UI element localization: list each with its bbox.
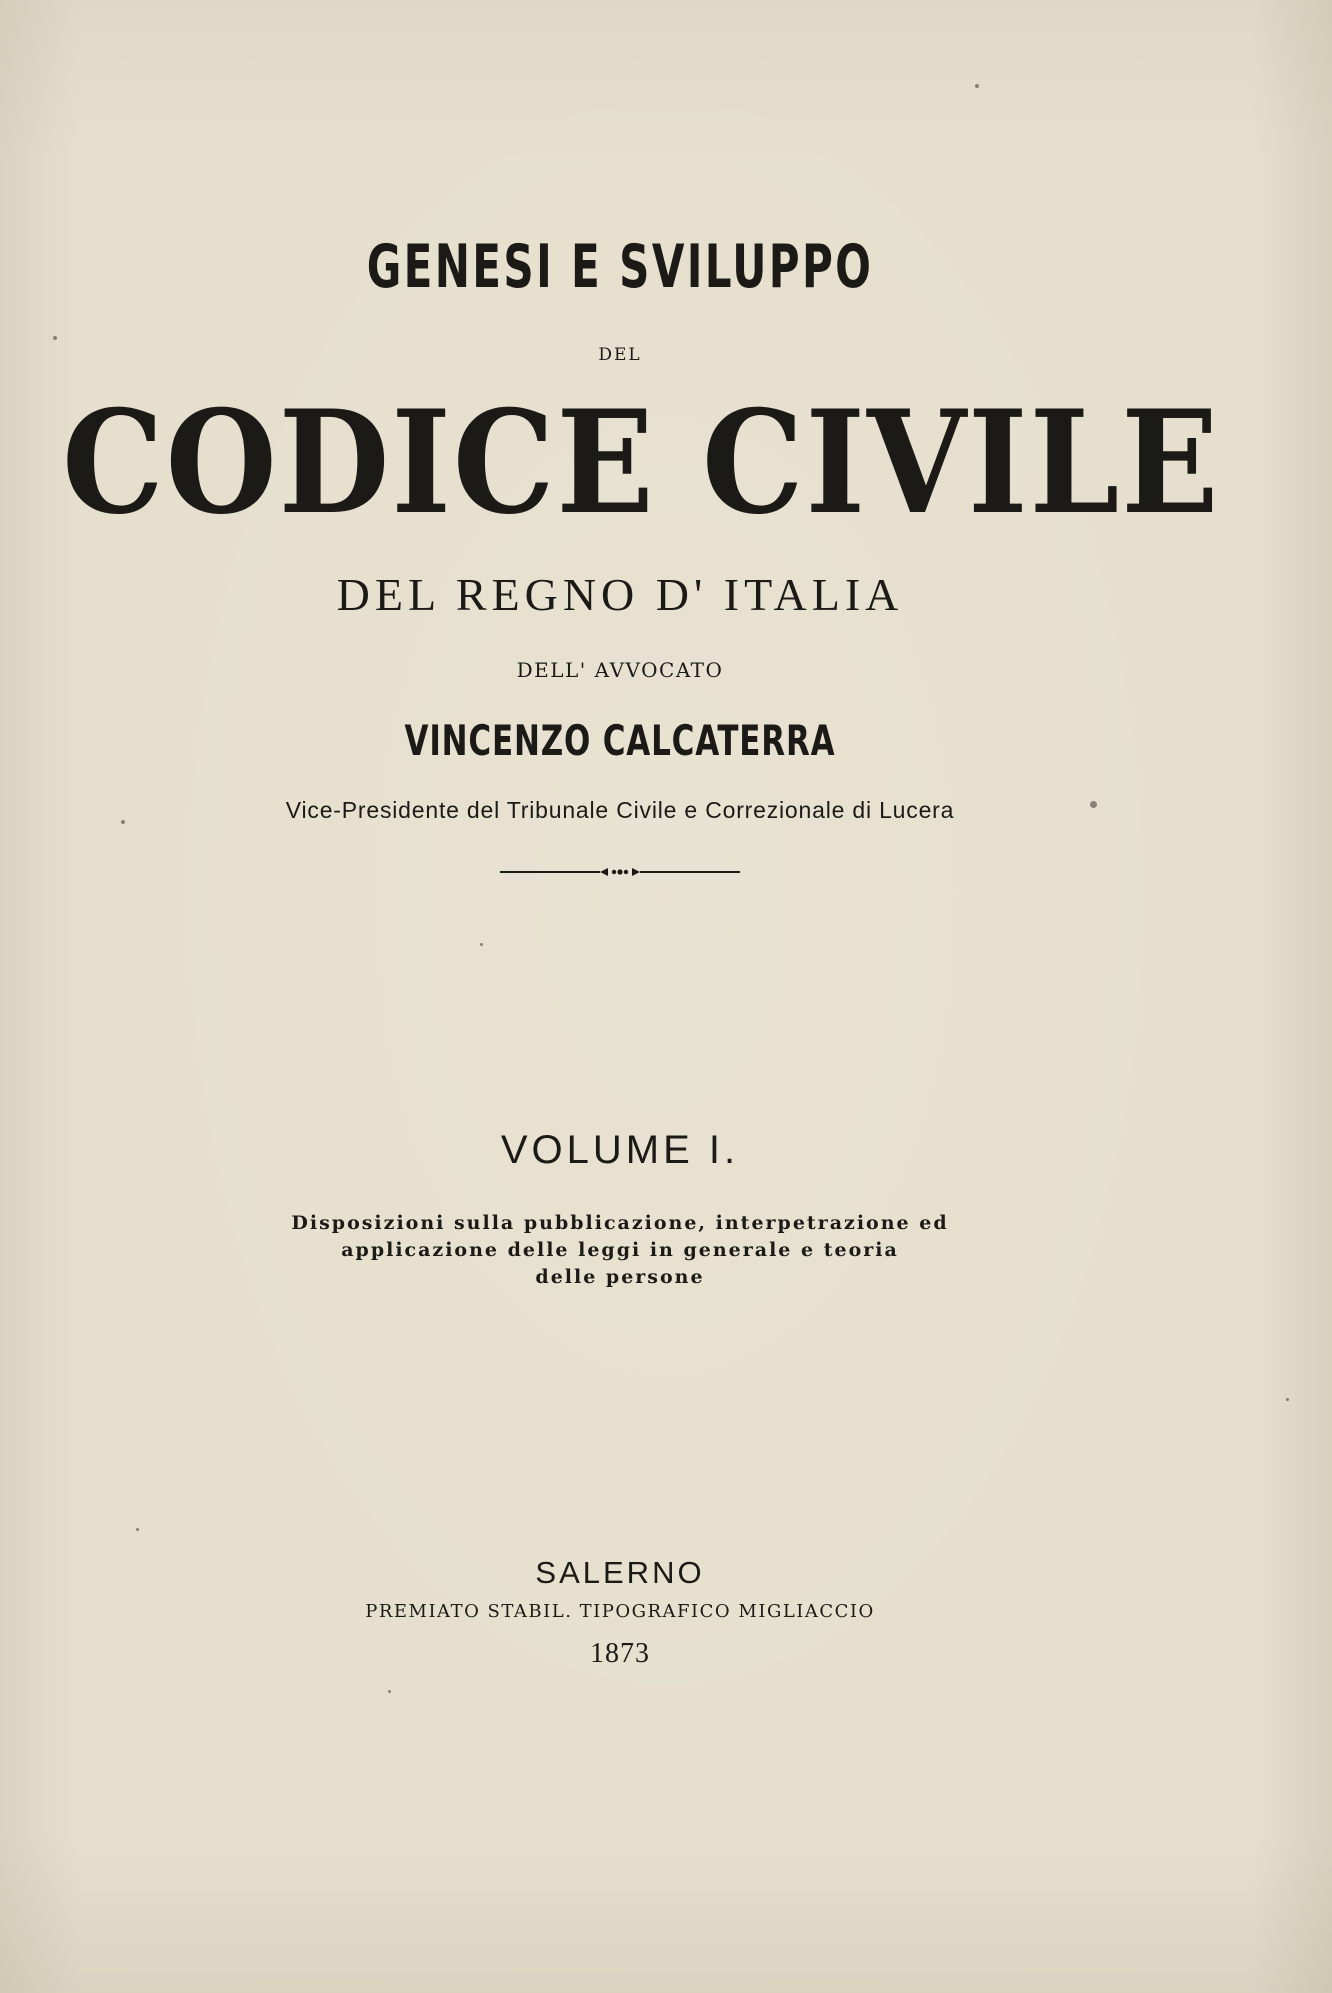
volume-label: VOLUME I. (500, 1128, 740, 1172)
paper-speck (121, 820, 125, 824)
ornament-divider (500, 862, 740, 882)
paper-speck (480, 943, 483, 946)
author-role: Vice-Presidente del Tribunale Civile e Correzionale di Lucera (285, 797, 955, 823)
volume-description (0, 1210, 1240, 1291)
imprint-printer: PREMIATO STABIL. TIPOGRAFICO MIGLIACCIO (365, 1601, 875, 1622)
volume-description-line: Disposizioni sulla pubblicazione, interpetrazione ed (291, 1212, 949, 1234)
paper-speck (975, 84, 979, 88)
paper-speck (1090, 801, 1097, 808)
main-title: CODICE CIVILE (62, 380, 1221, 546)
imprint-city: SALERNO (535, 1555, 705, 1590)
author-prefix: DELL' AVVOCATO (516, 658, 724, 682)
author-name: VINCENZO CALCATERRA (404, 716, 836, 765)
paper-speck (53, 336, 57, 340)
title-subtitle: DEL REGNO D' ITALIA (336, 569, 904, 620)
title-connector: DEL (598, 345, 642, 365)
paper-speck (136, 1528, 139, 1531)
title-line-1: GENESI E SVILUPPO (366, 232, 874, 302)
volume-description-line: delle persone (535, 1266, 705, 1288)
volume-description-line: applicazione delle leggi in generale e teoria (341, 1239, 899, 1261)
imprint-year: 1873 (590, 1638, 650, 1669)
paper-speck (388, 1690, 391, 1693)
paper-speck (1286, 1398, 1289, 1401)
